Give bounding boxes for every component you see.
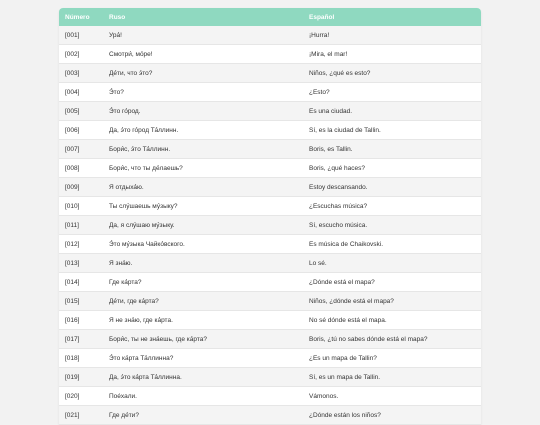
table-row	[59, 406, 481, 425]
table-row	[59, 387, 481, 406]
row-number-cell: [003]	[59, 64, 103, 83]
table-row	[59, 197, 481, 216]
table-row	[59, 311, 481, 330]
russian-phrase-cell: Де́ти, где ка́рта?	[103, 292, 303, 311]
russian-phrase-cell: Да, э́то ка́рта Та́ллинна.	[103, 368, 303, 387]
russian-phrase-cell: Поéхали.	[103, 387, 303, 406]
row-number-cell: [001]	[59, 26, 103, 45]
spanish-phrase-cell: Sí, escucho música.	[303, 216, 481, 235]
table-header	[59, 8, 481, 26]
spanish-phrase-cell: No sé dónde está el mapa.	[303, 311, 481, 330]
table-body	[59, 26, 481, 425]
row-number-cell: [008]	[59, 159, 103, 178]
row-number-cell: [018]	[59, 349, 103, 368]
column-header-number: Número	[65, 13, 90, 21]
russian-phrase-cell: Э́то го́род.	[103, 102, 303, 121]
row-number-cell: [015]	[59, 292, 103, 311]
russian-phrase-cell: Я не зна́ю, где ка́рта.	[103, 311, 303, 330]
table-row	[59, 235, 481, 254]
header-row	[59, 8, 481, 26]
russian-phrase-cell: Я отдыха́ю.	[103, 178, 303, 197]
row-number-cell: [005]	[59, 102, 103, 121]
spanish-phrase-cell: ¿Dónde está el mapa?	[303, 273, 481, 292]
table-row	[59, 140, 481, 159]
spanish-phrase-cell: ¡Mira, el mar!	[303, 45, 481, 64]
table-row	[59, 368, 481, 387]
table-row	[59, 102, 481, 121]
row-number-cell: [021]	[59, 406, 103, 425]
row-number-cell: [007]	[59, 140, 103, 159]
table-row	[59, 292, 481, 311]
spanish-phrase-cell: ¿Es un mapa de Tallin?	[303, 349, 481, 368]
spanish-phrase-cell: Boris, ¿tú no sabes dónde está el mapa?	[303, 330, 481, 349]
table-row	[59, 26, 481, 45]
spanish-phrase-cell: Niños, ¿dónde está el mapa?	[303, 292, 481, 311]
table-row	[59, 83, 481, 102]
russian-phrase-cell: Да, э́то го́род Та́ллинн.	[103, 121, 303, 140]
russian-phrase-cell: Бори́с, ты не зна́ешь, где ка́рта?	[103, 330, 303, 349]
table-row	[59, 45, 481, 64]
row-number-cell: [004]	[59, 83, 103, 102]
russian-phrase-cell: Смотри́, мо́ре!	[103, 45, 303, 64]
row-number-cell: [009]	[59, 178, 103, 197]
spanish-phrase-cell: Sí, es la ciudad de Tallin.	[303, 121, 481, 140]
spanish-phrase-cell: Boris, es Tallin.	[303, 140, 481, 159]
spanish-phrase-cell: Estoy descansando.	[303, 178, 481, 197]
table-row	[59, 159, 481, 178]
spanish-phrase-cell: ¿Escuchas música?	[303, 197, 481, 216]
russian-phrase-cell: Бори́с, что ты де́лаешь?	[103, 159, 303, 178]
russian-phrase-cell: Бори́с, э́то Та́ллинн.	[103, 140, 303, 159]
row-number-cell: [002]	[59, 45, 103, 64]
spanish-phrase-cell: Es música de Chaikovski.	[303, 235, 481, 254]
russian-phrase-cell: Ты слу́шаешь му́зыку?	[103, 197, 303, 216]
russian-phrase-cell: Да, я слу́шаю му́зыку.	[103, 216, 303, 235]
spanish-phrase-cell: ¡Hurra!	[303, 26, 481, 45]
row-number-cell: [016]	[59, 311, 103, 330]
row-number-cell: [010]	[59, 197, 103, 216]
row-number-cell: [011]	[59, 216, 103, 235]
row-number-cell: [020]	[59, 387, 103, 406]
spanish-phrase-cell: Vámonos.	[303, 387, 481, 406]
russian-phrase-cell: Где ка́рта?	[103, 273, 303, 292]
column-header-spanish: Español	[309, 13, 335, 21]
table-row	[59, 178, 481, 197]
spanish-phrase-cell: Lo sé.	[303, 254, 481, 273]
table-row	[59, 64, 481, 83]
table-row	[59, 254, 481, 273]
row-number-cell: [019]	[59, 368, 103, 387]
row-number-cell: [014]	[59, 273, 103, 292]
table-row	[59, 216, 481, 235]
spanish-phrase-cell: ¿Esto?	[303, 83, 481, 102]
spanish-phrase-cell: ¿Dónde están los niños?	[303, 406, 481, 425]
column-header-russian: Ruso	[109, 13, 126, 21]
russian-phrase-cell: Ура́!	[103, 26, 303, 45]
spanish-phrase-cell: Niños, ¿qué es esto?	[303, 64, 481, 83]
phrase-table-container	[59, 8, 481, 425]
spanish-phrase-cell: Sí, es un mapa de Tallin.	[303, 368, 481, 387]
row-number-cell: [013]	[59, 254, 103, 273]
table-row	[59, 349, 481, 368]
row-number-cell: [017]	[59, 330, 103, 349]
russian-phrase-cell: Де́ти, что э́то?	[103, 64, 303, 83]
row-number-cell: [006]	[59, 121, 103, 140]
russian-phrase-cell: Э́то?	[103, 83, 303, 102]
spanish-phrase-cell: Boris, ¿qué haces?	[303, 159, 481, 178]
russian-phrase-cell: Э́то ка́рта Та́ллинна?	[103, 349, 303, 368]
russian-phrase-cell: Э́то му́зыка Чайко́вского.	[103, 235, 303, 254]
table-row	[59, 330, 481, 349]
row-number-cell: [012]	[59, 235, 103, 254]
phrase-table	[59, 8, 481, 425]
russian-phrase-cell: Где де́ти?	[103, 406, 303, 425]
spanish-phrase-cell: Es una ciudad.	[303, 102, 481, 121]
table-row	[59, 273, 481, 292]
russian-phrase-cell: Я зна́ю.	[103, 254, 303, 273]
table-row	[59, 121, 481, 140]
